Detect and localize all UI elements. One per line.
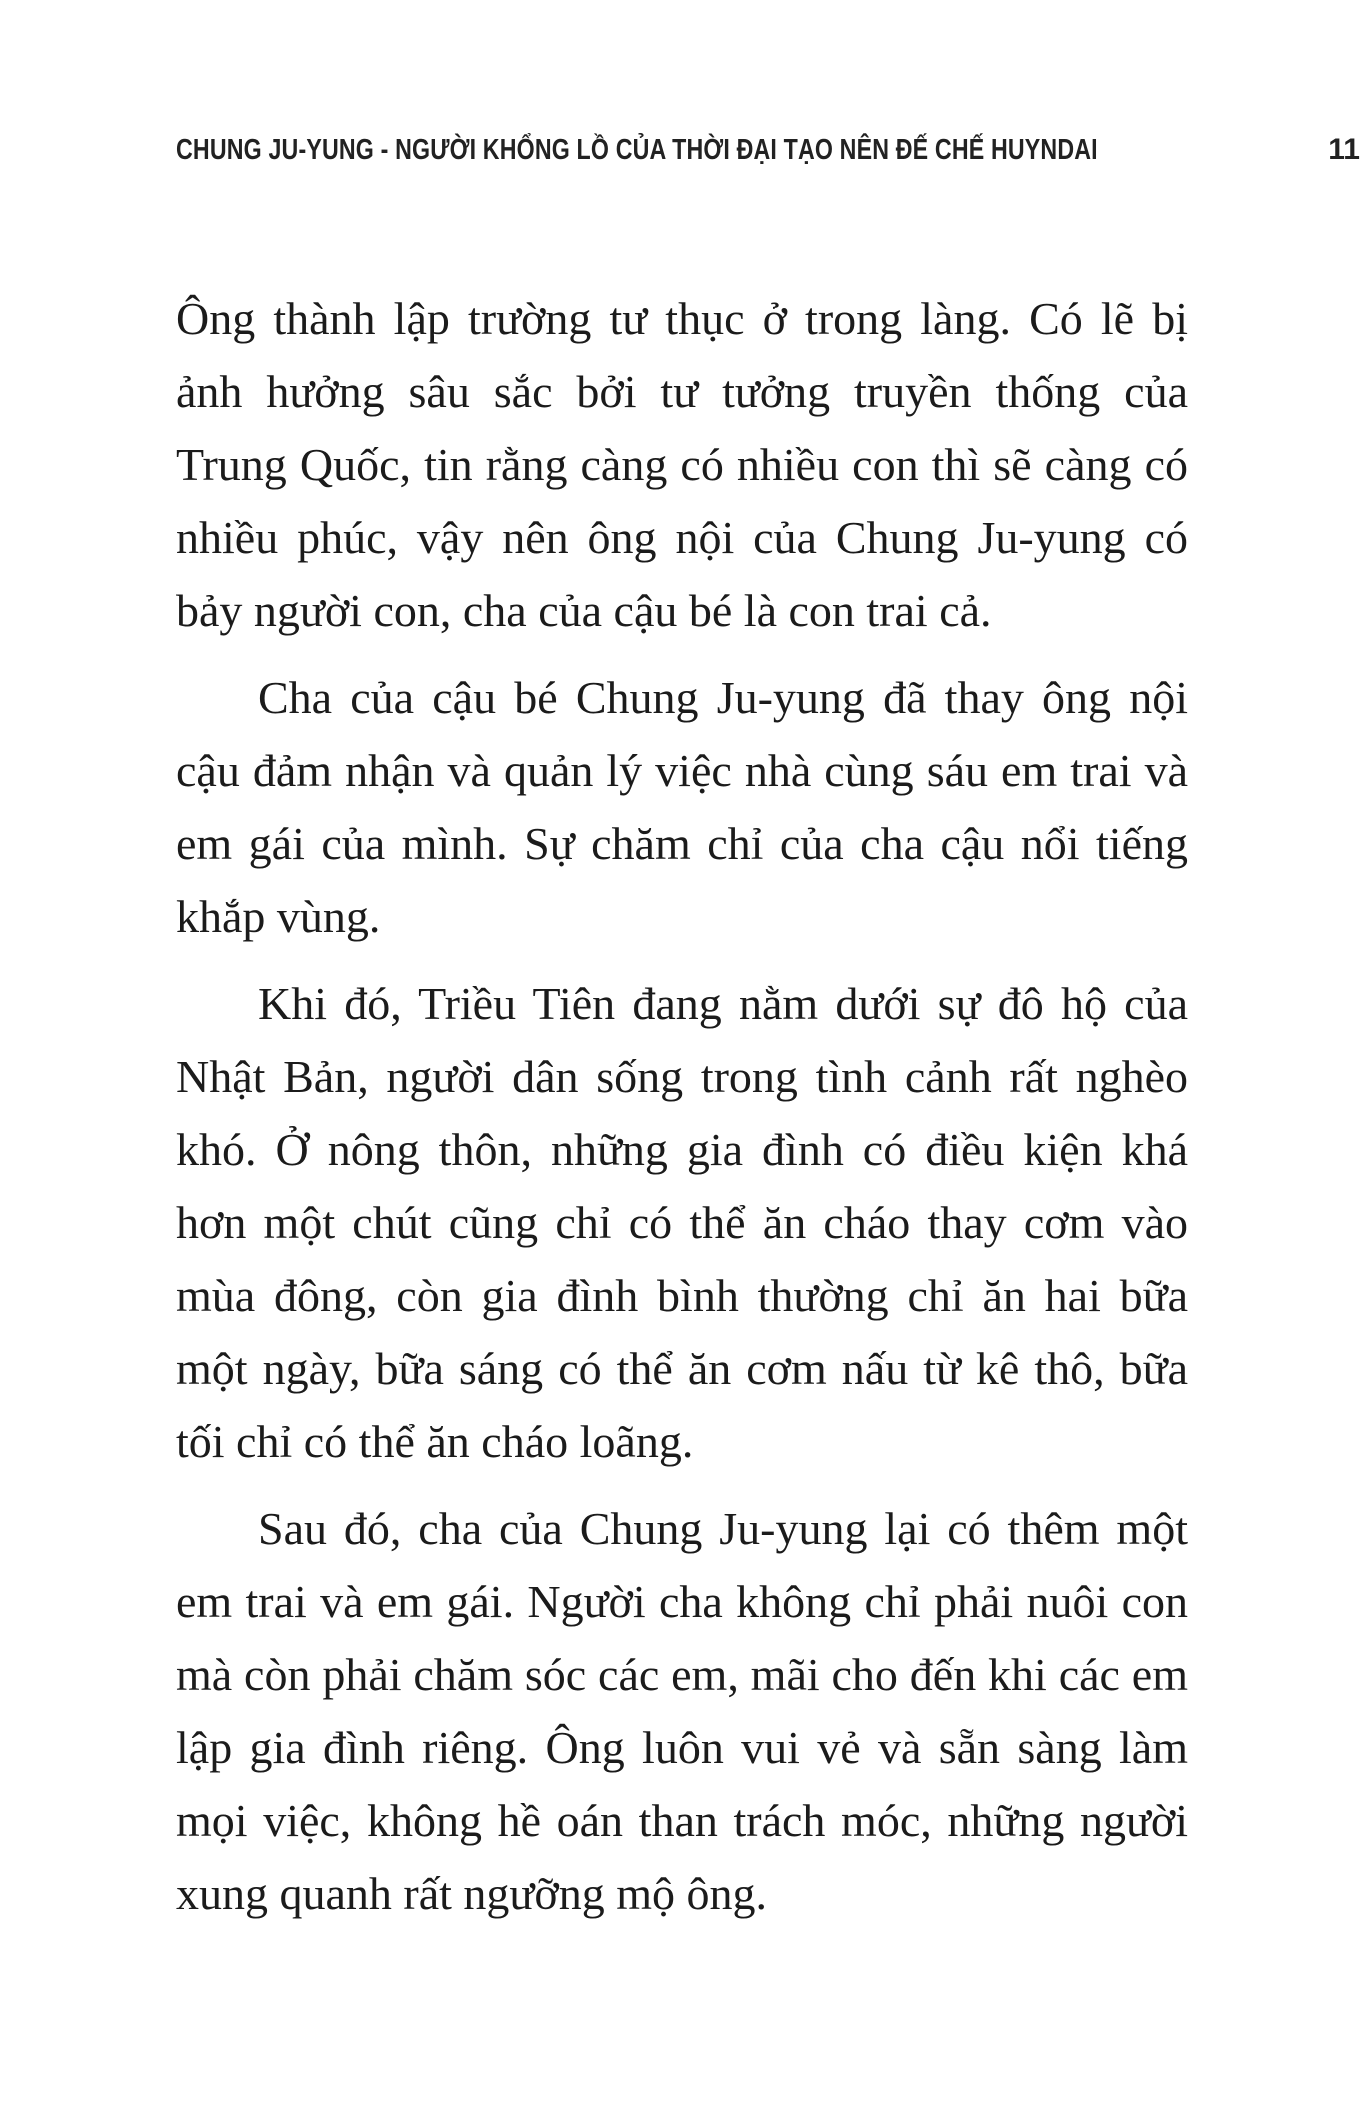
paragraph-4: Sau đó, cha của Chung Ju-yung lại có thêm một em trai và em gái. Người cha không chỉ phải nuôi con mà còn phải chăm sóc các em, mãi cho đến khi các em lập gia đình riêng. Ông luôn vui vẻ và sẵn sàng làm mọi việc, không hề oán than trách móc, những người xung quanh rất ngưỡng mộ ông.	[176, 1503, 1188, 1919]
running-header	[176, 128, 1360, 172]
paragraph-3: Khi đó, Triều Tiên đang nằm dưới sự đô hộ của Nhật Bản, người dân sống trong tình cảnh rất nghèo khó. Ở nông thôn, những gia đình có điều kiện khá hơn một chút cũng chỉ có thể ăn cháo thay cơm vào mùa đông, còn gia đình bình thường chỉ ăn hai bữa một ngày, bữa sáng có thể ăn cơm nấu từ kê thô, bữa tối chỉ có thể ăn cháo loãng.	[176, 978, 1188, 1467]
paragraph-2: Cha của cậu bé Chung Ju-yung đã thay ông nội cậu đảm nhận và quản lý việc nhà cùng sáu em trai và em gái của mình. Sự chăm chỉ của cha cậu nổi tiếng khắp vùng.	[176, 672, 1188, 942]
body-text	[176, 282, 1188, 1944]
running-header-title: CHUNG JU-YUNG - NGƯỜI KHỔNG LỒ CỦA THỜI ĐẠI TẠO NÊN ĐẾ CHẾ HUYNDAI	[176, 133, 1098, 166]
paragraph-1: Ông thành lập trường tư thục ở trong làng. Có lẽ bị ảnh hưởng sâu sắc bởi tư tưởng truyền thống của Trung Quốc, tin rằng càng có nhiều con thì sẽ càng có nhiều phúc, vậy nên ông nội của Chung Ju-yung có bảy người con, cha của cậu bé là con trai cả.	[176, 293, 1188, 636]
page-number: 11	[1328, 133, 1360, 166]
